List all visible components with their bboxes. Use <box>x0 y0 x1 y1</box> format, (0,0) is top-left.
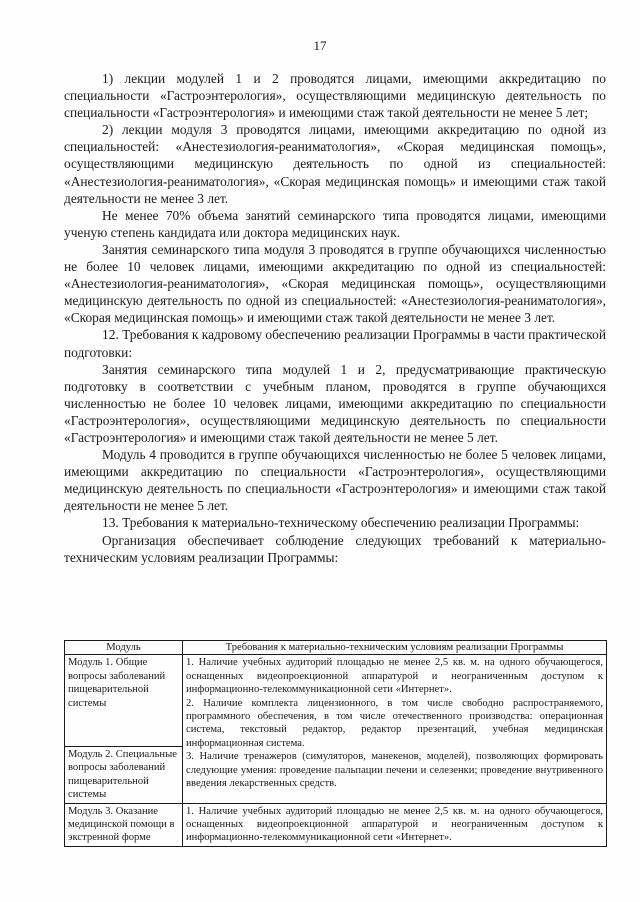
module-cell-3 <box>65 803 183 846</box>
paragraph-lectures-module-3: 2) лекции модуля 3 проводятся лицами, имеющими аккредитацию по одной из специальностей: «Анестезиология-реаниматология», «Скорая медицинская помощь», осуществляющими медицинскую деятельность по одной из специальностей: «Анестезиология-реаниматология», «Скорая медицинская помощь» и имеющими стаж такой деятельности не менее 3 лет. <box>64 122 606 206</box>
requirement-item: 2. Наличие комплекта лицензионного, в том числе свободно распространяемого, программного обеспечения, в том числе отечественного производства: операционная система, текстовый редактор, редактор презентаций, учебная медицинская информационная система. <box>186 697 603 749</box>
table-header-requirements: Требования к материально-техническим условиям реализации Программы <box>183 641 607 655</box>
requirements-table-wrapper <box>64 640 606 847</box>
requirement-item: 1. Наличие учебных аудиторий площадью не менее 2,5 кв. м. на одного обучающегося, оснащенных видеопроекционной аппаратурой и неограниченным доступом к информационно-телекоммуникационной сети «Интернет». <box>186 657 603 696</box>
paragraph-organization-requirements: Организация обеспечивает соблюдение следующих требований к материально-техническим условиям реализации Программы: <box>64 532 606 565</box>
module-1-label: Модуль 1. Общие вопросы заболеваний пищеварительной системы <box>68 657 166 709</box>
page-number: 17 <box>313 38 327 53</box>
requirements-cell-3 <box>183 803 607 846</box>
requirement-item: 3. Наличие тренажеров (симуляторов, манекенов, моделей), позволяющих формировать следующие умения: проведение пальпации печени и селезенки; проведение внутривенного введения лекарственных средств. <box>186 751 603 790</box>
requirements-cell-1-2 <box>183 655 607 803</box>
module-2-label: Модуль 2. Специальные вопросы заболеваний пищеварительной системы <box>65 746 182 802</box>
paragraph-seminar-share: Не менее 70% объема занятий семинарского типа проводятся лицами, имеющими ученую степень кандидата или доктора медицинских наук. <box>64 207 606 240</box>
requirement-item: 1. Наличие учебных аудиторий площадью не менее 2,5 кв. м. на одного обучающегося, оснащенных видеопроекционной аппаратурой и неограниченным доступом к информационно-телекоммуникационной сети «Интернет». <box>186 805 603 844</box>
table-row <box>65 803 607 846</box>
paragraph-seminar-modules-1-2: Занятия семинарского типа модулей 1 и 2, предусматривающие практическую подготовку в соответствии с учебным планом, проводятся в группе обучающихся численностью не более 10 человек лицами, имеющими аккредитацию по специальности «Гастроэнтерология», осуществляющими медицинскую деятельность по специальности «Гастроэнтерология» и имеющими стаж такой деятельности не менее 5 лет. <box>64 361 606 445</box>
requirements-table <box>64 640 607 847</box>
paragraph-module-4: Модуль 4 проводится в группе обучающихся численностью не более 5 человек лицами, имеющими аккредитацию по специальности «Гастроэнтерология», осуществляющими медицинскую деятельность по специальности «Гастроэнтерология» и имеющими стаж такой деятельности не менее 5 лет. <box>64 447 606 514</box>
paragraph-section-13-heading: 13. Требования к материально-техническому обеспечению реализации Программы: <box>102 515 580 531</box>
paragraph-lectures-modules-1-2: 1) лекции модулей 1 и 2 проводятся лицами, имеющими аккредитацию по специальности «Гастроэнтерология», осуществляющими медицинскую деятельность по специальности «Гастроэнтерология» и имеющими стаж такой деятельности не менее 5 лет; <box>64 71 606 121</box>
module-3-label: Модуль 3. Оказание медицинской помощи в экстренной форме <box>68 805 175 844</box>
table-header-row <box>65 641 607 655</box>
paragraph-section-12-heading: 12. Требования к кадровому обеспечению реализации Программы в части практической подготовки: <box>64 327 606 360</box>
paragraph-seminar-module-3: Занятия семинарского типа модуля 3 проводятся в группе обучающихся численностью не более 10 человек лицами, имеющими аккредитацию по одной из специальностей: «Анестезиология-реаниматология», «Скорая медицинская помощь», осуществляющими медицинскую деятельность по одной из специальностей: «Анестезиология-реаниматология», «Скорая медицинская помощь» и имеющими стаж такой деятельности не менее 3 лет. <box>64 241 606 326</box>
document-body <box>64 70 606 566</box>
table-row <box>65 655 607 803</box>
module-cell-1-2 <box>65 655 183 803</box>
table-header-module: Модуль <box>65 641 183 655</box>
